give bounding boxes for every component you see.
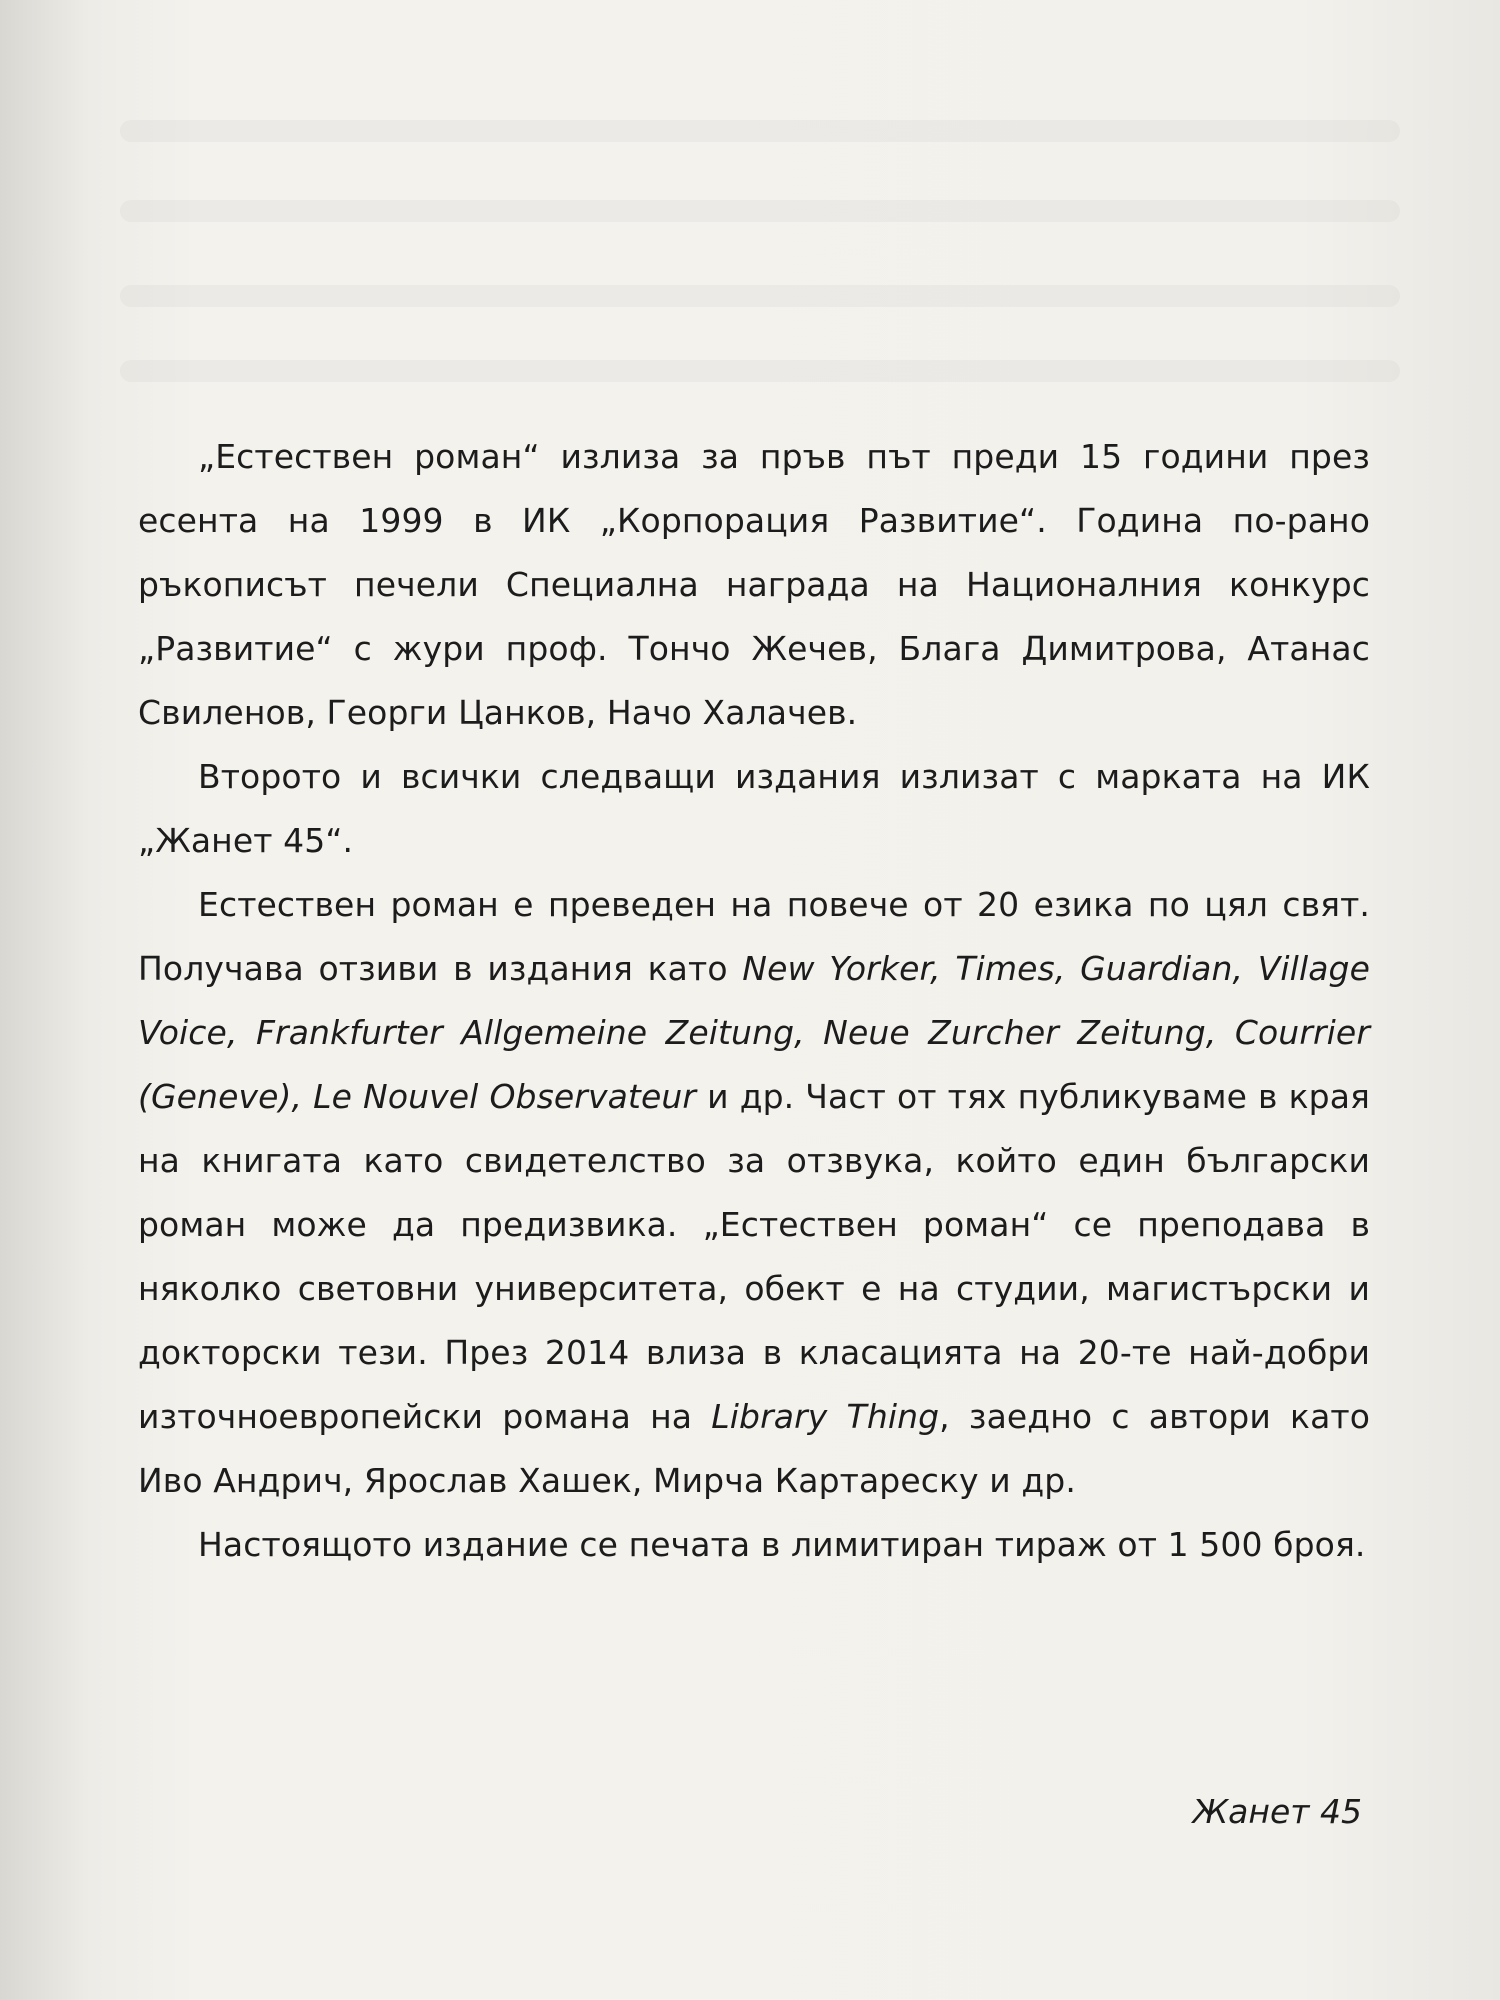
paragraph-2-text: Второто и всички следващи издания излизат с марката на ИК „Жанет 45“. [138,757,1370,860]
paragraph-3-text-part-1: Естествен роман е преведен на повече от 20 езика по цял свят. Получава отзиви в издания като [138,885,1370,988]
paragraph-1-text: „Естествен роман“ излиза за пръв път преди 15 години през есента на 1999 в ИК „Корпорация Развитие“. Година по-рано ръкописът печели Специална награда на Националния конкурс „Развитие“ с жури проф. Тончо Жечев, Блага Димитрова, Атанас Свиленов, Георги Цанков, Начо Халачев. [138,437,1370,732]
paragraph-4 [138,1513,1370,1577]
paragraph-1 [138,425,1370,745]
bleed-through-text [120,360,1400,382]
publications-list: New Yorker, Times, Guardian, Village Voice, Frankfurter Allgemeine Zeitung, Neue Zurcher Zeitung, Courrier (Geneve), Le Nouvel Observateur [138,949,1370,1116]
text-block [138,425,1370,1577]
bleed-through-text [120,120,1400,142]
paragraph-3-text-part-2: и др. Част от тях публикуваме в края на книгата като свидетелство за отзвука, който един български роман може да предизвика. „Естествен роман“ се преподава в няколко световни университета, обект е на студии, магистърски и докторски тези. През 2014 влиза в класацията на 20-те най-добри източноевропейски романа на [138,1077,1371,1436]
bleed-through-text [120,200,1400,222]
publisher-signature: Жанет 45 [1192,1792,1362,1831]
paragraph-3 [138,873,1370,1513]
paragraph-2 [138,745,1370,873]
paragraph-3-text-part-3: , заедно с автори като Иво Андрич, Ярослав Хашек, Мирча Картареску и др. [138,1397,1371,1500]
library-thing-name: Library Thing [711,1397,940,1436]
bleed-through-text [120,285,1400,307]
paragraph-4-text: Настоящото издание се печата в лимитиран тираж от 1 500 броя. [198,1525,1366,1564]
